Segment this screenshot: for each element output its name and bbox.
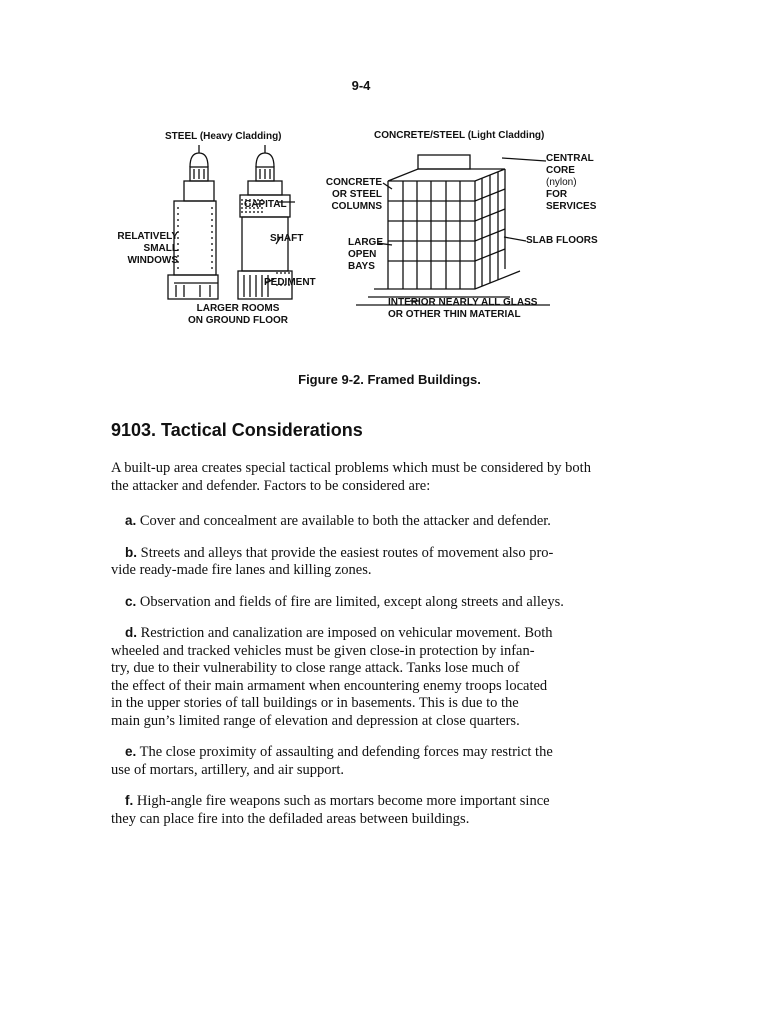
slab-floors-label: SLAB FLOORS — [526, 235, 598, 246]
consideration-first-line — [111, 792, 606, 811]
item-letter: a. — [125, 513, 137, 528]
consideration-item — [111, 512, 606, 531]
concrete-columns-line: COLUMNS — [331, 201, 382, 212]
large-open-bays-label — [348, 237, 383, 273]
consideration-item — [111, 593, 606, 612]
consideration-line: main gun’s limited range of elevation and depression at close quarters. — [111, 712, 520, 729]
consideration-first-line — [111, 593, 606, 612]
steel-heavy-cladding-title: STEEL (Heavy Cladding) — [165, 131, 282, 142]
concrete-columns-line: OR STEEL — [331, 189, 382, 200]
figure-caption: Figure 9-2. Framed Buildings. — [298, 372, 481, 387]
large-open-bays-line: BAYS — [348, 261, 375, 272]
consideration-line: in the upper stories of tall buildings or in basements. This is due to the — [111, 695, 519, 711]
considerations-list — [111, 512, 606, 828]
consideration-first-line — [111, 544, 606, 563]
capital-label: CAPITAL — [244, 199, 287, 210]
interior-glass-line: INTERIOR NEARLY ALL GLASS — [388, 297, 538, 308]
consideration-text: Streets and alleys that provide the easiest routes of movement also pro- — [137, 544, 554, 561]
consideration-first-line — [111, 624, 606, 643]
consideration-first-line — [111, 512, 606, 531]
consideration-text: Restriction and canalization are imposed on vehicular movement. Both — [137, 625, 553, 641]
shaft-label: SHAFT — [270, 233, 304, 244]
larger-rooms-line: ON GROUND FLOOR — [188, 315, 288, 326]
consideration-item — [111, 792, 606, 828]
section-title: 9103. Tactical Considerations — [111, 420, 363, 440]
consideration-line: use of mortars, artillery, and air support. — [111, 761, 345, 778]
small-windows-line: RELATIVELY — [117, 231, 178, 242]
consideration-text: Cover and concealment are available to both the attacker and defender. — [136, 513, 551, 529]
larger-rooms-line: LARGER ROOMS — [196, 303, 280, 314]
consideration-item — [111, 624, 606, 730]
framed-concrete-building — [356, 155, 550, 305]
consideration-text: The close proximity of assaulting and defending forces may restrict the — [136, 744, 553, 760]
central-core-line: CENTRAL — [546, 153, 594, 164]
central-core-line: (nylon) — [546, 177, 577, 188]
concrete-columns-label — [310, 177, 382, 213]
large-open-bays-line: OPEN — [348, 249, 377, 260]
consideration-item — [111, 544, 606, 580]
consideration-text: Observation and fields of fire are limited, except along streets and alleys. — [136, 593, 564, 610]
consideration-item — [111, 743, 606, 779]
pediment-label: PEDIMENT — [264, 277, 316, 288]
consideration-first-line — [111, 743, 606, 762]
central-core-label — [546, 153, 596, 213]
consideration-line: vide ready-made fire lanes and killing zones. — [111, 562, 372, 578]
small-windows-line: WINDOWS — [127, 255, 178, 266]
consideration-line: they can place fire into the defiladed areas between buildings. — [111, 810, 470, 827]
consideration-text: High-angle fire weapons such as mortars become more important since — [133, 793, 550, 809]
consideration-line: wheeled and tracked vehicles must be given close-in protection by infan- — [111, 642, 535, 659]
central-core-line: FOR — [546, 189, 568, 200]
small-windows-line: SMALL — [143, 243, 178, 254]
heavy-cladding-tower-right — [238, 145, 295, 299]
consideration-line: the effect of their main armament when encountering enemy troops located — [111, 677, 548, 694]
item-letter: d. — [125, 625, 137, 640]
consideration-line: try, due to their vulnerability to close range attack. Tanks lose much of — [111, 660, 520, 676]
item-letter: e. — [125, 744, 137, 759]
interior-glass-label — [388, 297, 537, 321]
section-intro: A built-up area creates special tactical problems which must be considered by both the attacker and defender. Factors to be considered are: — [111, 460, 591, 494]
concrete-columns-line: CONCRETE — [325, 177, 382, 188]
central-core-line: SERVICES — [546, 201, 597, 212]
concrete-steel-light-cladding-title: CONCRETE/STEEL (Light Cladding) — [374, 130, 545, 141]
larger-rooms-label — [170, 303, 306, 327]
heavy-cladding-tower-left — [168, 145, 218, 299]
item-letter: f. — [125, 793, 134, 808]
page-number: 9-4 — [351, 78, 371, 93]
small-windows-label — [110, 231, 178, 267]
framed-buildings-figure — [110, 125, 610, 340]
large-open-bays-line: LARGE — [348, 237, 383, 248]
interior-glass-line: OR OTHER THIN MATERIAL — [388, 309, 521, 320]
item-letter: b. — [125, 544, 137, 560]
central-core-line: CORE — [546, 165, 575, 176]
item-letter: c. — [125, 593, 137, 609]
